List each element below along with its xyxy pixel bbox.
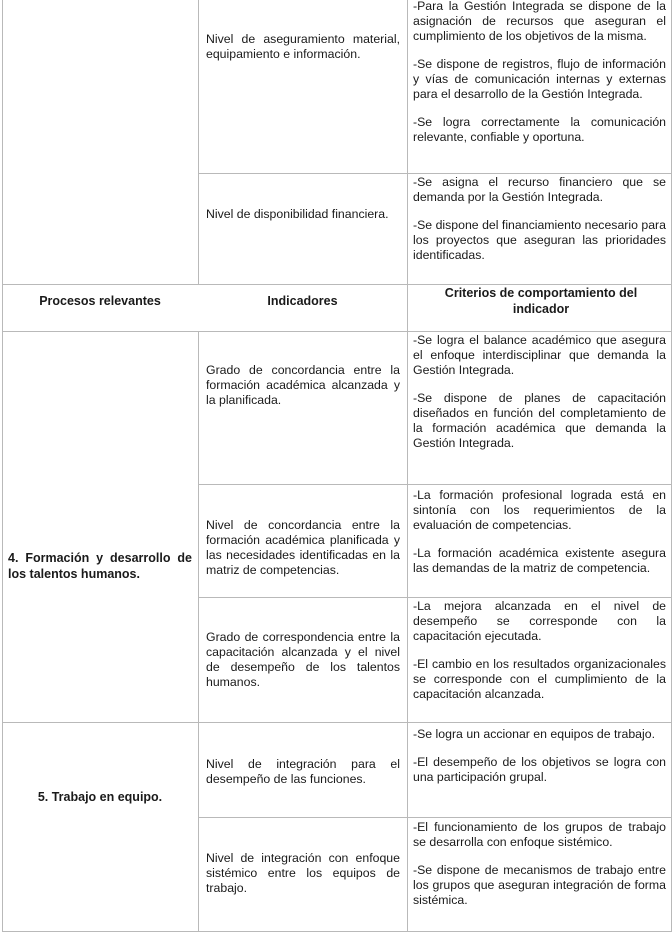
- column-divider-1: [198, 0, 199, 284]
- row-divider: [2, 331, 672, 332]
- criterion-text: -Se dispone de planes de capacitación diseñados en función del completamiento de la formación académica que demanda la Gestión Integrada.: [413, 391, 666, 450]
- criterion-text: -Se dispone del financiamiento necesario para los proyectos que aseguran las prioridades identificadas.: [413, 218, 666, 262]
- criterion-text: -Se logra un accionar en equipos de trabajo.: [413, 727, 655, 741]
- criterion-text: -Se dispone de registros, flujo de información y vías de comunicación internas y externas para el desarrollo de la Gestión Integrada.: [413, 57, 666, 101]
- column-header-processes: Procesos relevantes: [39, 294, 161, 308]
- row-divider: [198, 484, 672, 485]
- indicator-cell: Nivel de integración para el desempeño de las funciones.: [206, 757, 400, 786]
- criteria-cell: [413, 727, 666, 798]
- criteria-cell: [413, 599, 666, 715]
- column-divider-2: [407, 0, 408, 932]
- column-divider-1-lower: [198, 331, 199, 932]
- criteria-cell: [413, 333, 666, 464]
- column-header-indicators: Indicadores: [267, 294, 338, 308]
- indicator-cell: Nivel de integración con enfoque sistémico entre los equipos de trabajo.: [206, 851, 400, 895]
- row-divider: [2, 722, 672, 723]
- criterion-text: -La formación profesional lograda está en sintonía con los requerimientos de la evaluación de competencias.: [413, 488, 666, 532]
- indicator-cell: Nivel de concordancia entre la formación académica planificada y las necesidades identificadas en la matriz de competencias.: [206, 518, 400, 577]
- indicator-cell: Nivel de aseguramiento material, equipamiento e información.: [206, 32, 400, 61]
- table-border-bottom: [2, 931, 672, 932]
- criteria-cell: [413, 820, 666, 921]
- indicator-cell: Grado de concordancia entre la formación académica alcanzada y la planificada.: [206, 363, 400, 407]
- row-divider: [198, 597, 672, 598]
- criterion-text: -Se asigna el recurso financiero que se demanda por la Gestión Integrada.: [413, 175, 666, 204]
- indicator-cell: Nivel de disponibilidad financiera.: [206, 207, 389, 221]
- indicator-cell: Grado de correspondencia entre la capacitación alcanzada y el nivel de desempeño de los talentos humanos.: [206, 630, 400, 689]
- row-divider: [198, 817, 672, 818]
- criterion-text: -El funcionamiento de los grupos de trabajo se desarrolla con enfoque sistémico.: [413, 820, 666, 849]
- criterion-text: -La formación académica existente asegura las demandas de la matriz de competencia.: [413, 546, 666, 575]
- criterion-text: -Se logra correctamente la comunicación relevante, confiable y oportuna.: [413, 115, 666, 144]
- criterion-text: -El desempeño de los objetivos se logra con una participación grupal.: [413, 755, 666, 784]
- column-header-criteria: Criterios de comportamiento del indicador: [444, 286, 638, 316]
- row-divider: [198, 173, 672, 174]
- criteria-cell: [413, 175, 666, 276]
- criterion-text: -El cambio en los resultados organizacionales se corresponde con el cumplimiento de la capacitación alcanzada.: [413, 657, 666, 701]
- process-name: 5. Trabajo en equipo.: [37, 790, 163, 804]
- criterion-text: -Se dispone de mecanismos de trabajo entre los grupos que aseguran integración de forma sistémica.: [413, 863, 666, 907]
- process-name: 4. Formación y desarrollo de los talentos humanos.: [8, 551, 192, 581]
- criterion-text: -Se logra el balance académico que asegura el enfoque interdisciplinar que demanda la Gestión Integrada.: [413, 333, 666, 377]
- criteria-cell: [413, 488, 666, 589]
- criterion-text: -La mejora alcanzada en el nivel de desempeño se corresponde con la capacitación ejecutada.: [413, 599, 666, 643]
- criteria-cell: [413, 0, 666, 158]
- criterion-text: -Para la Gestión Integrada se dispone de la asignación de recursos que aseguran el cumplimiento de los objetivos de la misma.: [413, 0, 666, 43]
